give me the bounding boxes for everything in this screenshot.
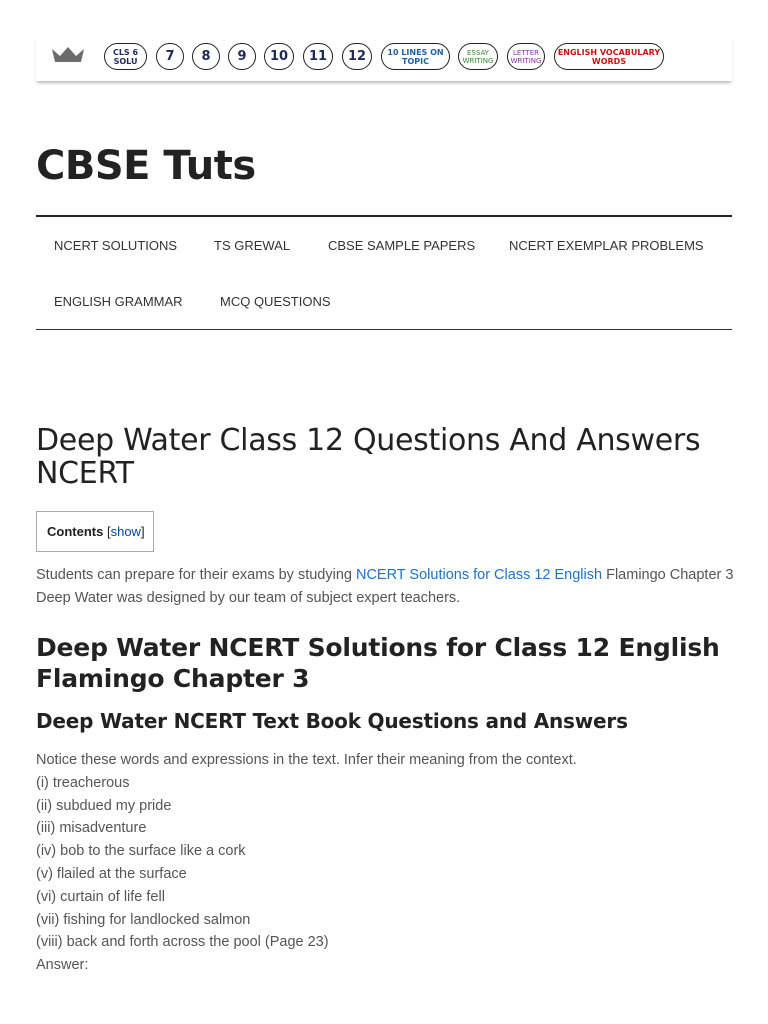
ncert-solutions-link[interactable]: NCERT Solutions for Class 12 English (355, 567, 603, 583)
list-item: (iv) bob to the surface like a cork (36, 843, 246, 860)
post-title: Deep Water Class 12 Questions And Answers NCERT (36, 423, 701, 491)
crown-icon[interactable] (50, 45, 86, 65)
class-11-pill[interactable]: 11 (303, 43, 333, 70)
essay-writing-pill[interactable]: ESSAY WRITING (458, 43, 498, 70)
list-item: (i) treacherous (36, 774, 130, 791)
list-item: (iii) misadventure (36, 820, 147, 837)
toc-bracket-close: ] (140, 524, 145, 539)
section-heading: Deep Water NCERT Solutions for Class 12 English Flamingo Chapter 3 (36, 633, 720, 693)
class-8-pill[interactable]: 8 (192, 43, 220, 70)
toc-bracket-open: [ (106, 524, 111, 539)
english-vocabulary-words-pill[interactable]: ENGLISH VOCABULARY WORDS (554, 43, 664, 70)
toc-label: Contents (47, 524, 104, 539)
subsection-heading: Deep Water NCERT Text Book Questions and Answers (36, 709, 628, 733)
list-item: (vii) fishing for landlocked salmon (36, 911, 251, 928)
ten-lines-on-topic-pill[interactable]: 10 LINES ON TOPIC (381, 43, 450, 70)
nav-ncert-exemplar-problems[interactable]: NCERT EXEMPLAR PROBLEMS (509, 238, 704, 253)
nav-english-grammar[interactable]: ENGLISH GRAMMAR (54, 294, 183, 309)
question-intro: Notice these words and expressions in the text. Infer their meaning from the context. (36, 752, 577, 768)
question-list (36, 749, 736, 977)
table-of-contents (36, 511, 154, 552)
nav-ncert-solutions[interactable]: NCERT SOLUTIONS (54, 238, 178, 253)
answer-label: Answer: (36, 957, 89, 974)
intro-paragraph: Students can prepare for their exams by studying NCERT Solutions for Class 12 English Flamingo Chapter 3 Deep Water was designed by our team of subject expert teachers. (36, 567, 734, 606)
list-item: (v) flailed at the surface (36, 865, 187, 882)
class-9-pill[interactable]: 9 (228, 43, 256, 70)
toc-show-link[interactable]: show (110, 524, 141, 539)
class-10-pill[interactable]: 10 (264, 43, 294, 70)
class-12-pill[interactable]: 12 (342, 43, 372, 70)
nav-cbse-sample-papers[interactable]: CBSE SAMPLE PAPERS (328, 238, 476, 253)
site-title[interactable]: CBSE Tuts (36, 143, 256, 189)
letter-writing-pill[interactable]: LETTER WRITING (507, 43, 545, 70)
class-6-solutions-pill[interactable]: CLS 6 SOLU (104, 43, 147, 70)
nav-mcq-questions[interactable]: MCQ QUESTIONS (220, 294, 331, 309)
list-item: (viii) back and forth across the pool (Page 23) (36, 934, 329, 951)
list-item: (vi) curtain of life fell (36, 888, 165, 905)
class-7-pill[interactable]: 7 (156, 43, 184, 70)
list-item: (ii) subdued my pride (36, 797, 172, 814)
nav-ts-grewal[interactable]: TS GREWAL (214, 238, 291, 253)
main-navigation (36, 215, 732, 330)
top-menu-bar (36, 36, 732, 81)
